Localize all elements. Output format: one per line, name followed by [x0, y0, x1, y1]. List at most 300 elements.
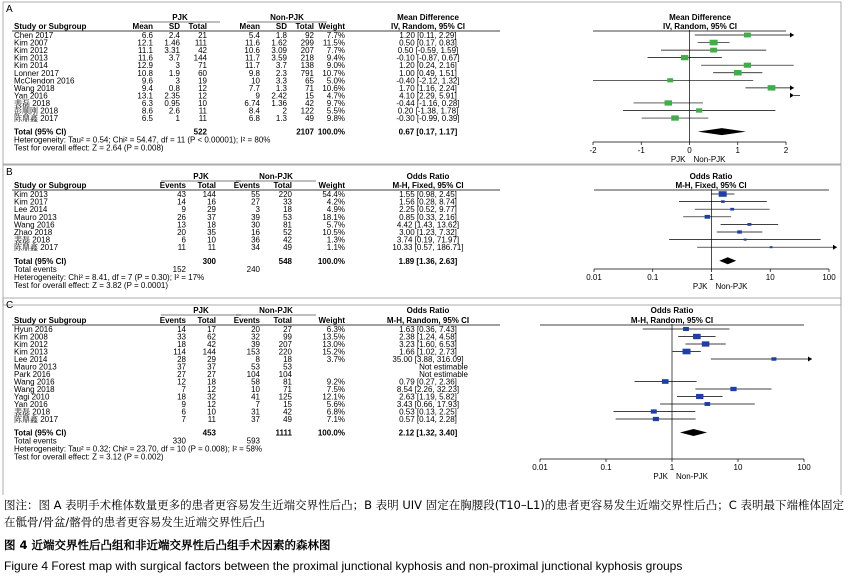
point-estimate — [744, 33, 751, 38]
ci-arrow — [808, 357, 812, 362]
total-n2: 1111 — [275, 428, 292, 438]
x-tick-label: 1 — [735, 146, 740, 155]
study-weight: 3.7% — [326, 355, 345, 364]
header-plot-title: Odds Ratio — [689, 172, 733, 181]
point-estimate — [671, 115, 679, 120]
study-value: 3.3 — [275, 76, 287, 86]
study-value: 3 — [175, 76, 180, 86]
study-value: 9.4 — [141, 83, 153, 93]
header-study: Study or Subgroup — [14, 22, 87, 31]
x-tick-label: 0.1 — [647, 273, 659, 282]
study-value: 39 — [251, 340, 260, 349]
x-tick-label: 0.01 — [532, 463, 548, 472]
study-name: Kim 2008 — [14, 332, 48, 342]
study-weight: 6.8% — [326, 407, 345, 417]
study-row — [14, 76, 753, 85]
header-column: SD — [168, 22, 180, 31]
study-value: 28 — [177, 355, 186, 364]
x-tick-label: 10 — [733, 463, 743, 472]
study-value: 71 — [198, 61, 207, 71]
study-value: 6.6 — [141, 31, 153, 40]
study-name: 裴磊 2018 — [14, 98, 51, 108]
study-weight: 11.5% — [322, 38, 345, 48]
study-value: 11.1 — [138, 46, 153, 56]
point-estimate — [683, 327, 689, 331]
point-estimate — [653, 417, 659, 421]
total-n1: 300 — [202, 256, 216, 266]
study-value: 10 — [198, 98, 207, 108]
study-weight: 10.5% — [322, 228, 345, 237]
study-value: 10 — [207, 407, 216, 417]
favours-right-label: Non-PJK — [693, 155, 726, 164]
study-name: Lee 2014 — [14, 355, 48, 364]
study-value: 27 — [251, 197, 260, 207]
study-value: 6.3 — [141, 98, 153, 108]
study-name: Kim 2007 — [14, 38, 48, 48]
study-value: 12.1 — [137, 38, 153, 48]
study-row — [14, 340, 726, 349]
total-n1: 522 — [193, 127, 207, 137]
study-weight: 10.7% — [322, 68, 345, 78]
study-weight: 1.1% — [326, 243, 345, 253]
study-value: 43 — [177, 190, 186, 199]
header-column: Total — [273, 181, 292, 190]
study-value: 2 — [282, 106, 287, 116]
study-value: 12 — [177, 377, 186, 387]
study-value: 1.3 — [275, 114, 287, 124]
study-ci: 0.57 [0.14, 2.28] — [399, 415, 457, 424]
study-value: 53 — [283, 362, 292, 372]
header-plot-method: M-H, Random, 95% CI — [630, 316, 714, 325]
favours-left-label: PJK — [692, 282, 708, 291]
study-value: 33 — [177, 332, 186, 342]
study-name: Yan 2016 — [14, 400, 48, 409]
study-ci: 3.74 [0.19, 71.97] — [396, 235, 460, 245]
study-ci: -0.44 [-1.16, 0.28] — [396, 98, 460, 108]
study-value: 2.35 — [164, 91, 180, 101]
study-value: 5.4 — [248, 31, 260, 40]
figure-title-english: Figure 4 Forest map with surgical factors between the proximal junctional kyphosis and non-proximal junctional kyphosis groups — [4, 559, 683, 573]
favours-right-label: Non-PJK — [676, 472, 709, 481]
study-value: 10 — [251, 385, 260, 394]
study-name: Wang 2016 — [14, 220, 55, 230]
point-estimate — [702, 341, 710, 346]
study-ci: -0.30 [-0.99, 0.39] — [396, 114, 460, 124]
study-value: 58 — [251, 377, 260, 387]
study-weight: 4.2% — [326, 197, 345, 207]
total-ci: 1.89 [1.36, 2.63] — [398, 256, 458, 266]
study-weight: 10.6% — [322, 83, 345, 93]
header-column: Mean — [132, 22, 153, 31]
total-label: Total (95% CI) — [14, 428, 67, 438]
study-weight: 9.0% — [326, 61, 345, 71]
study-row — [14, 69, 762, 78]
point-estimate — [768, 85, 776, 90]
study-value: 12 — [198, 83, 207, 93]
study-name: Kim 2012 — [14, 46, 48, 56]
study-value: 18 — [177, 340, 186, 349]
study-value: 16 — [251, 228, 260, 237]
study-value: 30 — [251, 220, 260, 230]
study-value: 26 — [177, 212, 186, 222]
study-ci: 2.63 [1.19, 5.82] — [399, 392, 457, 402]
study-name: Lonner 2017 — [14, 68, 59, 78]
events-2: 240 — [246, 264, 260, 274]
total-ci: 0.67 [0.17, 1.17] — [398, 127, 458, 137]
study-value: 3 — [175, 61, 180, 71]
study-value: 144 — [202, 347, 216, 357]
study-value: 6.8 — [248, 114, 260, 124]
study-value: 3.59 — [271, 53, 287, 63]
study-row — [14, 228, 762, 237]
study-row — [14, 355, 812, 364]
header-study: Study or Subgroup — [14, 316, 87, 325]
study-value: 9.6 — [141, 76, 153, 86]
study-value: 60 — [198, 68, 207, 78]
total-ci: 2.12 [1.32, 3.40] — [398, 428, 458, 438]
header-column: Total — [197, 316, 216, 325]
events-1: 152 — [172, 264, 186, 274]
footnote: Test for overall effect: Z = 3.12 (P = 0.002) — [14, 452, 164, 462]
study-value: 12 — [207, 385, 216, 394]
study-value: 37 — [177, 362, 186, 372]
total-label: Total (95% CI) — [14, 127, 67, 137]
study-value: 3 — [255, 205, 260, 215]
study-value: 20 — [177, 228, 186, 237]
footnote: Test for overall effect: Z = 2.64 (P = 0.008) — [14, 143, 164, 153]
point-estimate — [737, 230, 742, 233]
study-name: Kim 2013 — [14, 53, 48, 63]
study-value: 42 — [198, 46, 207, 56]
total-row — [14, 257, 736, 266]
study-value: 37 — [207, 212, 216, 222]
study-name: Mauro 2013 — [14, 212, 57, 222]
study-ci: 0.50 [0.17, 0.83] — [399, 38, 457, 48]
study-ci: 1.00 [0.49, 1.51] — [399, 68, 457, 78]
study-value: 104 — [278, 370, 292, 379]
study-name: Hyun 2016 — [14, 325, 53, 334]
x-tick-label: 0.1 — [600, 463, 612, 472]
study-weight: 54.4% — [322, 190, 345, 199]
point-estimate — [744, 239, 747, 241]
ci-arrow — [790, 33, 794, 38]
x-tick-label: 100 — [797, 463, 811, 472]
x-tick-label: 1 — [669, 463, 675, 472]
x-tick-label: -1 — [637, 146, 645, 155]
header-column: Total — [188, 22, 207, 31]
study-ci: 8.54 [2.26, 32.23] — [396, 385, 460, 394]
point-estimate — [770, 246, 773, 248]
header-column: Events — [159, 316, 186, 325]
x-tick-label: 0 — [687, 146, 692, 155]
study-name: 陈鼎鑫 2017 — [14, 114, 59, 124]
study-ci: 4.42 [1.43, 13.62] — [396, 220, 460, 230]
study-name: 陈鼎鑫 2017 — [14, 415, 59, 424]
study-value: 2.3 — [275, 68, 287, 78]
header-column: SD — [275, 22, 287, 31]
study-weight: 9.2% — [326, 377, 345, 387]
point-estimate — [730, 208, 734, 211]
study-name: Lee 2014 — [14, 205, 48, 215]
header-group1: PJK — [193, 306, 209, 315]
favours-left-label: PJK — [670, 155, 686, 164]
forest-panel-c — [3, 298, 841, 495]
study-weight: 4.9% — [326, 205, 345, 215]
header-weight: Weight — [318, 22, 345, 31]
total-n1: 453 — [202, 428, 216, 438]
study-row — [14, 113, 708, 123]
header-weight: Weight — [318, 316, 345, 325]
study-value: 144 — [202, 190, 216, 199]
study-weight: 5.0% — [326, 76, 345, 86]
study-value: 11.6 — [245, 38, 260, 48]
study-row — [14, 400, 755, 409]
study-ci: 1.70 [1.16, 2.24] — [399, 83, 457, 93]
study-value: 35 — [207, 228, 216, 237]
study-ci: 0.79 [0.27, 2.36] — [399, 377, 457, 387]
study-row — [14, 198, 767, 207]
total-weight: 100.0% — [317, 127, 345, 137]
study-row — [14, 325, 729, 334]
footnote: Heterogeneity: Tau² = 0.54; Chi² = 54.47, df = 11 (P < 0.00001); I² = 80% — [14, 135, 271, 145]
study-value: 81 — [283, 220, 292, 230]
study-weight: 13.0% — [322, 340, 345, 349]
study-value: 220 — [278, 190, 292, 199]
study-value: 27 — [177, 370, 186, 379]
point-estimate — [705, 215, 710, 219]
panel-letter: C — [6, 300, 14, 311]
study-value: 21 — [198, 31, 207, 40]
study-ci: 0.20 [-1.38, 1.78] — [397, 106, 459, 116]
study-value: 3.31 — [164, 46, 180, 56]
total-label: Total (95% CI) — [14, 256, 67, 266]
study-value: 11 — [198, 114, 207, 124]
study-value: 42 — [305, 98, 314, 108]
study-weight: 9.4% — [326, 53, 345, 63]
study-ci: 35.00 [3.88, 316.09] — [392, 355, 464, 364]
study-value: 49 — [283, 415, 292, 424]
point-estimate — [681, 55, 688, 60]
study-value: 29 — [207, 205, 216, 215]
header-plot-method: M-H, Fixed, 95% CI — [675, 181, 747, 190]
study-value: 18 — [283, 355, 292, 364]
ci-arrow — [790, 85, 794, 90]
study-value: 27 — [283, 325, 292, 334]
header-effect-method: M-H, Random, 95% CI — [386, 316, 470, 325]
study-value: 10 — [251, 76, 260, 86]
study-row — [14, 393, 722, 402]
study-value: 18 — [177, 392, 186, 402]
study-name: Mauro 2013 — [14, 362, 57, 372]
study-value: 6.5 — [141, 114, 153, 124]
footnote: Heterogeneity: Tau² = 0.32; Chi² = 23.70, df = 10 (P = 0.008); I² = 58% — [14, 444, 263, 454]
study-value: 138 — [300, 61, 314, 71]
total-n2: 548 — [278, 256, 292, 266]
x-tick-label: -2 — [589, 146, 597, 155]
study-weight: 12.1% — [322, 392, 345, 402]
ci-arrow — [833, 245, 837, 250]
study-row — [14, 414, 696, 424]
pooled-diamond — [698, 128, 746, 135]
events-2: 593 — [246, 436, 260, 446]
study-ci: 2.38 [1.24, 4.58] — [399, 332, 457, 342]
study-value: 15 — [305, 91, 314, 101]
study-name: Kim 2014 — [14, 61, 48, 71]
study-weight: 6.3% — [326, 325, 345, 334]
favours-right-label: Non-PJK — [715, 282, 748, 291]
forest-panel-b — [3, 165, 841, 305]
study-value: 9.8 — [248, 68, 260, 78]
study-value: 10 — [207, 235, 216, 245]
study-weight: 7.1% — [326, 415, 345, 424]
point-estimate — [747, 223, 751, 226]
study-value: 92 — [305, 31, 314, 40]
pooled-diamond — [680, 429, 707, 436]
x-tick-label: 2 — [783, 146, 789, 155]
study-ci: Not estimable — [419, 362, 468, 372]
study-value: 13.1 — [137, 91, 153, 101]
study-name: Wang 2018 — [14, 83, 55, 93]
study-row — [14, 348, 701, 357]
header-plot-title: Odds Ratio — [650, 306, 694, 315]
total-n2: 2107 — [296, 127, 314, 137]
study-weight: 18.1% — [322, 212, 345, 222]
study-ci: Not estimable — [419, 370, 468, 379]
x-tick-label: 1 — [709, 273, 714, 282]
study-weight: 4.7% — [326, 91, 345, 101]
study-row — [14, 54, 722, 63]
study-value: 6 — [181, 235, 186, 245]
favours-left-label: PJK — [653, 472, 668, 481]
study-ci: 3.00 [1.23, 7.32] — [399, 228, 457, 237]
figure-title-chinese: 图 4 近端交界性后凸组和非近端交界性后凸组手术因素的森林图 — [4, 538, 331, 552]
point-estimate — [705, 402, 711, 406]
study-value: 12.9 — [137, 61, 153, 71]
study-weight: 5.7% — [326, 220, 345, 230]
study-value: 37 — [251, 415, 260, 424]
study-value: 27 — [207, 370, 216, 379]
total-row — [14, 429, 707, 438]
study-row — [14, 190, 734, 199]
figure-note: 图注：图 A 表明手术椎体数量更多的患者更容易发生近端交界性后凸；B 表明 UIV 固定在胸腰段(T10–L1)的患者更容易发生近端交界性后凸；C 表明最下端椎体固定在骶骨/骨盆/髂骨的患者更容易发生近端交界性后凸 — [4, 498, 844, 529]
study-ci: 1.20 [0.11, 2.29] — [399, 31, 457, 40]
study-value: 13 — [177, 220, 186, 230]
point-estimate — [683, 349, 691, 355]
study-value: 0.8 — [168, 83, 180, 93]
study-name: 彭顺刚 2018 — [14, 106, 59, 116]
study-value: 18 — [207, 220, 216, 230]
study-value: 99 — [283, 332, 292, 342]
study-row — [14, 407, 695, 417]
study-weight: 1.3% — [326, 235, 345, 245]
header-effect: Mean Difference — [397, 13, 459, 22]
study-value: 7.7 — [248, 83, 260, 93]
study-row — [14, 220, 778, 229]
study-name: Zhao 2018 — [14, 228, 53, 237]
study-value: 111 — [194, 38, 207, 48]
point-estimate — [665, 100, 673, 105]
study-row — [14, 378, 697, 387]
study-ci: 10.33 [0.57, 186.71] — [392, 243, 464, 253]
events-label: Total events — [14, 436, 57, 446]
study-value: 34 — [251, 243, 260, 253]
study-weight: 7.7% — [326, 46, 345, 56]
study-value: 14 — [177, 197, 186, 207]
study-value: 18 — [283, 205, 292, 215]
study-row — [14, 98, 703, 108]
study-value: 7 — [181, 415, 186, 424]
study-value: 207 — [278, 340, 292, 349]
study-name: Kim 2017 — [14, 197, 48, 207]
x-tick-label: 100 — [822, 273, 836, 282]
pooled-diamond — [719, 257, 736, 264]
study-value: 42 — [207, 340, 216, 349]
header-column: Mean — [239, 22, 260, 31]
study-name: Chen 2017 — [14, 31, 54, 40]
header-column: Events — [233, 316, 260, 325]
study-row — [14, 385, 772, 394]
header-effect-method: M-H, Fixed, 95% CI — [392, 181, 464, 190]
header-plot-method: IV, Random, 95% CI — [663, 22, 737, 31]
study-value: 218 — [300, 53, 314, 63]
study-ci: 4.10 [2.29, 5.91] — [399, 91, 457, 101]
study-row — [14, 213, 731, 222]
study-row — [14, 106, 775, 116]
study-value: 3.7 — [275, 61, 287, 71]
total-weight: 100.0% — [317, 256, 345, 266]
study-value: 7 — [181, 385, 186, 394]
footnote: Test for overall effect: Z = 3.82 (P = 0.0001) — [14, 280, 169, 290]
point-estimate — [771, 357, 776, 360]
study-weight: 7.5% — [326, 385, 345, 394]
study-value: 32 — [251, 332, 260, 342]
study-value: 8.6 — [141, 106, 153, 116]
study-value: 65 — [305, 76, 314, 86]
events-1: 330 — [172, 436, 186, 446]
study-ci: 0.50 [-0.59, 1.59] — [397, 46, 459, 56]
header-effect-method: IV, Random, 95% CI — [391, 22, 465, 31]
study-value: 11.6 — [138, 53, 153, 63]
study-value: 19 — [198, 76, 207, 86]
study-value: 53 — [251, 362, 260, 372]
study-value: 11 — [198, 106, 207, 116]
header-weight: Weight — [318, 181, 345, 190]
study-value: 11 — [207, 415, 216, 424]
study-ci: 1.56 [0.28, 8.74] — [399, 197, 457, 207]
study-value: 49 — [283, 243, 292, 253]
study-value: 71 — [305, 83, 314, 93]
study-value: 6.74 — [244, 98, 260, 108]
study-value: 20 — [251, 325, 260, 334]
study-name: Yagi 2010 — [14, 392, 50, 402]
study-value: 11.7 — [245, 53, 260, 63]
study-value: 71 — [283, 385, 292, 394]
study-value: 1.8 — [275, 31, 287, 40]
study-value: 29 — [207, 355, 216, 364]
study-value: 52 — [283, 228, 292, 237]
study-name: 裴磊 2018 — [14, 407, 51, 417]
header-column: Events — [233, 181, 260, 190]
study-ci: 0.53 [0.13, 2.25] — [399, 407, 457, 417]
point-estimate — [662, 379, 669, 384]
header-study: Study or Subgroup — [14, 181, 87, 190]
study-ci: -0.40 [-2.12, 1.32] — [396, 76, 460, 86]
study-value: 0.95 — [164, 98, 180, 108]
point-estimate — [651, 409, 657, 413]
header-group2: Non-PJK — [259, 172, 293, 181]
study-ci: 2.25 [0.52, 9.77] — [399, 205, 457, 215]
study-value: 55 — [251, 190, 260, 199]
